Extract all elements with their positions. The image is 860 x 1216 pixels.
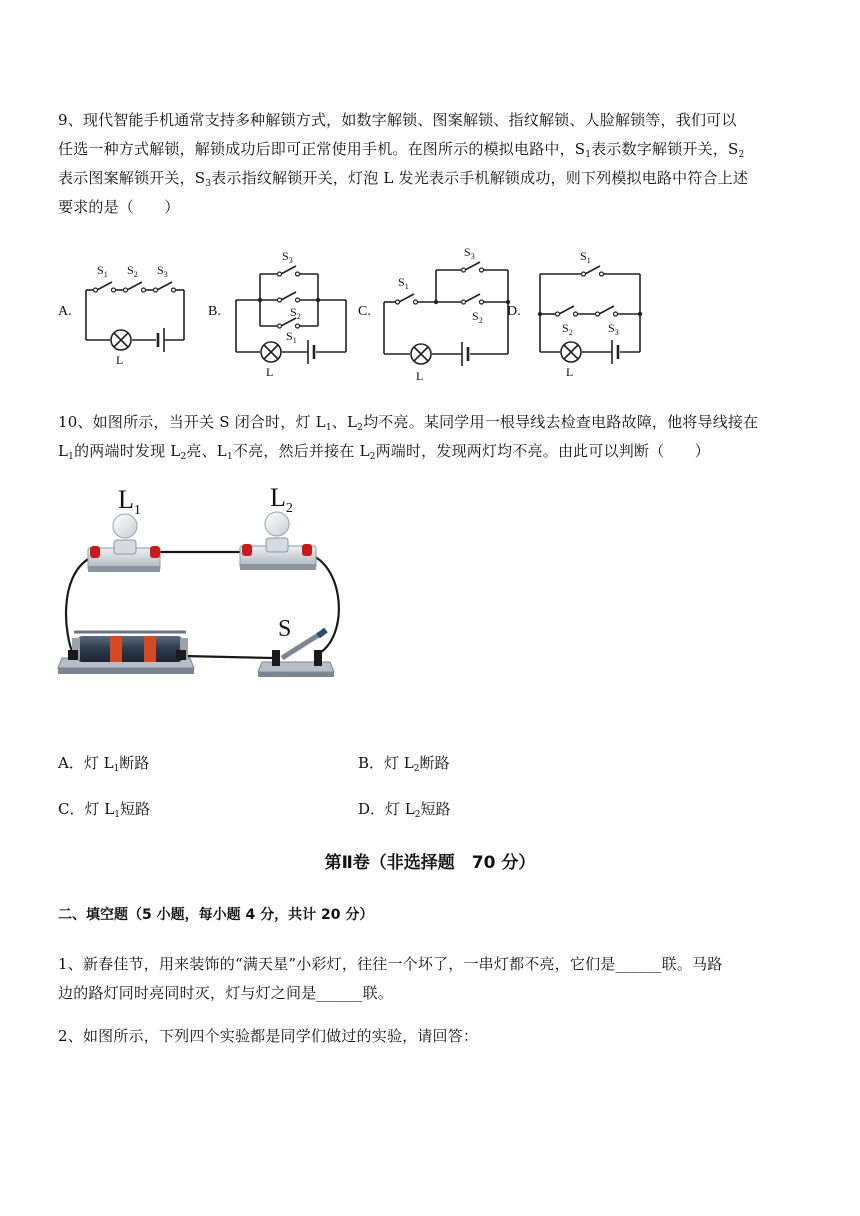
circuit-b-s2-label: $S_2$ <box>290 305 301 321</box>
circuit-a-s2-label: $S_2$ <box>127 263 138 279</box>
circuit-b-s3-label: $S_3$ <box>282 249 293 265</box>
option-c-label: C. <box>358 304 371 319</box>
circuit-d-s3-label: $S_3$ <box>608 321 619 337</box>
question-9 <box>58 106 808 222</box>
circuit-a-s1-label: $S_1$ <box>97 263 108 279</box>
q9-line-3: 表示图案解锁开关，$S_3$表示指纹解锁开关，灯泡 L 发光表示手机解锁成功，则下列模拟电路中符合上述 <box>58 169 749 189</box>
circuit-c-lamp-label: L <box>416 369 424 383</box>
circuit-a-diagram <box>80 256 190 368</box>
option-b-label: B. <box>208 304 221 319</box>
circuit-d-s1-label: $S_1$ <box>580 249 591 265</box>
rheostat <box>58 632 194 674</box>
circuit-a-s3-label: $S_3$ <box>157 263 168 279</box>
circuit-a-lamp-label: L <box>116 353 124 367</box>
option-a-label: A. <box>58 304 72 319</box>
circuit-d-diagram <box>530 244 650 384</box>
q10-line-1: 10、如图所示，当开关 S 闭合时，灯 $L_1$、$L_2$均不亮。某同学用一根导线去检查电路故障，他将导线接在 <box>58 413 759 433</box>
figure-switch-label: S <box>278 616 292 642</box>
fill-q1-line-2: 边的路灯同时亮同时灭，灯与灯之间是______联。 <box>58 984 394 1002</box>
fill-question-2 <box>58 1022 808 1051</box>
q10-choice-c[interactable]: C．灯 $L_1$短路 <box>58 800 150 820</box>
q9-line-2: 任选一种方式解锁，解锁成功后即可正常使用手机。在图所示的模拟电路中，$S_1$表示数字解锁开关，$S_2$ <box>58 140 745 160</box>
fill-in-heading: 二、填空题（5 小题，每小题 4 分，共计 20 分） <box>58 907 374 923</box>
fill-q1-line-1: 1、新春佳节，用来装饰的“满天星”小彩灯，往往一个坏了，一串灯都不亮，它们是______联。马路 <box>58 955 723 973</box>
circuit-b-s1-label: $S_1$ <box>286 329 297 345</box>
q10-choice-d[interactable]: D．灯 $L_2$短路 <box>358 800 451 820</box>
lamp-l2 <box>240 512 316 570</box>
lamp-l1 <box>88 514 160 572</box>
knife-switch <box>258 630 334 677</box>
fill-question-1 <box>58 950 808 1008</box>
circuit-c-s2-label: $S_2$ <box>472 309 483 325</box>
fill-q2-line-1: 2、如图所示，下列四个实验都是同学们做过的实验，请回答： <box>58 1027 479 1045</box>
figure-l2-label: $L_2$ <box>270 486 293 516</box>
circuit-d-s2-label: $S_2$ <box>562 321 573 337</box>
q9-line-4: 要求的是（ ） <box>58 198 180 216</box>
circuit-c-s1-label: $S_1$ <box>398 275 409 291</box>
figure-l1-label: $L_1$ <box>118 486 141 518</box>
q10-choice-a[interactable]: A．灯 $L_1$断路 <box>58 754 150 774</box>
q10-choice-b[interactable]: B．灯 $L_2$断路 <box>358 754 450 774</box>
q10-line-2: $L_1$的两端时发现 $L_2$亮、$L_1$不亮，然后并接在 $L_2$两端时，发现两灯均不亮。由此可以判断（ ） <box>58 442 710 462</box>
wire-rheostat-switch <box>184 656 272 658</box>
q10-circuit-figure <box>44 486 374 686</box>
circuit-d-lamp-label: L <box>566 365 574 379</box>
circuit-c-s3-label: $S_3$ <box>464 245 475 261</box>
circuit-b-lamp-label: L <box>266 365 274 379</box>
question-10 <box>58 408 808 466</box>
option-d-label: D. <box>507 304 521 319</box>
circuit-b-diagram <box>232 244 352 384</box>
q9-line-1: 9、现代智能手机通常支持多种解锁方式，如数字解锁、图案解锁、指纹解锁、人脸解锁等，我们可以 <box>58 111 737 129</box>
section-2-title: 第Ⅱ卷（非选择题 70 分） <box>324 853 536 873</box>
circuit-c-diagram <box>378 238 513 388</box>
